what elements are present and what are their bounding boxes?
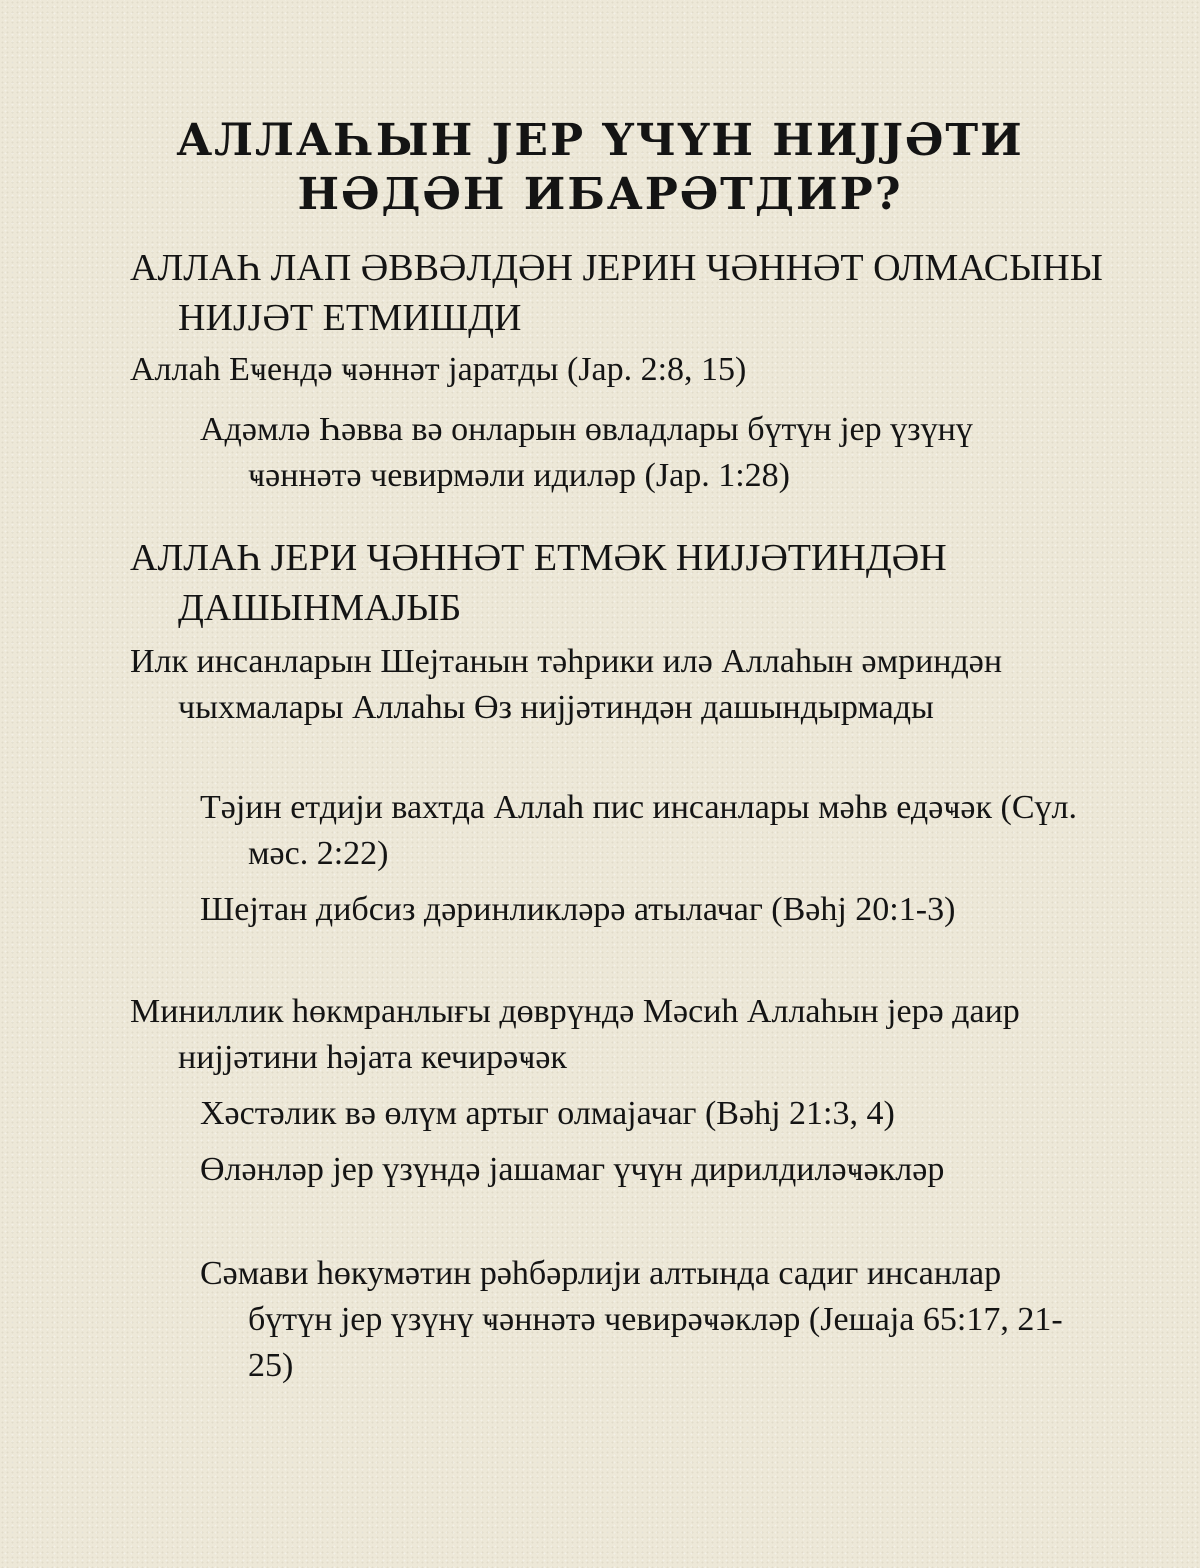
section-2-point-2-sub-2: Өләнләр јер үзүндә јашамаг үчүн дирилдиләҹәкләр — [200, 1151, 945, 1188]
section-2-point-2: Миниллик һөкмранлығы дөврүндә Мәсиһ Аллаһын јерә даир нијјәтини һәјата кечирәҹәк — [130, 993, 1020, 1076]
page-title-line-1: АЛЛАҺЫН ЈЕР ҮЧҮН НИЈЈӘТИ — [176, 115, 1024, 166]
section-2-point-1-sub-1: Тәјин етдији вахтда Аллаһ пис инсанлары мәһв едәҹәк (Сүл. мәс. 2:22) — [200, 789, 1077, 872]
section-2-point-2-sub-1: Хәстәлик вә өлүм артыг олмајачаг (Вәһј 21:3, 4) — [200, 1095, 895, 1132]
section-1-point: Аллаһ Еҹендә ҹәннәт јаратды (Јар. 2:8, 15) — [130, 351, 747, 388]
section-1-subpoint: Адәмлә Һәвва вә онларын өвладлары бүтүн јер үзүнү ҹәннәтә чевирмәли идиләр (Јар. 1:28) — [200, 411, 973, 494]
page-title-line-2: НӘДӘН ИБАРӘТДИР? — [297, 169, 903, 220]
section-2-point-1: Илк инсанларын Шејтанын тәһрики илә Аллаһын әмриндән чыхмалары Аллаһы Өз нијјәтиндән дашындырмады — [130, 643, 1003, 726]
section-1-heading: АЛЛАҺ ЛАП ӘВВӘЛДӘН ЈЕРИН ЧӘННӘТ ОЛМАСЫНЫ НИЈЈӘТ ЕТМИШДИ — [130, 247, 1103, 339]
section-2-heading: АЛЛАҺ ЈЕРИ ЧӘННӘТ ЕТМӘК НИЈЈӘТИНДӘН ДАШЫНМАЈЫБ — [130, 537, 947, 629]
section-2-point-2-sub-3: Сәмави һөкумәтин рәһбәрлији алтында садиг инсанлар бүтүн јер үзүнү ҹәннәтә чевирәҹәкләр (Јешаја 65:17, 21-25) — [200, 1255, 1063, 1384]
section-2-point-1-sub-2: Шејтан дибсиз дәринликләрә атылачаг (Вәһј 20:1-3) — [200, 891, 956, 928]
